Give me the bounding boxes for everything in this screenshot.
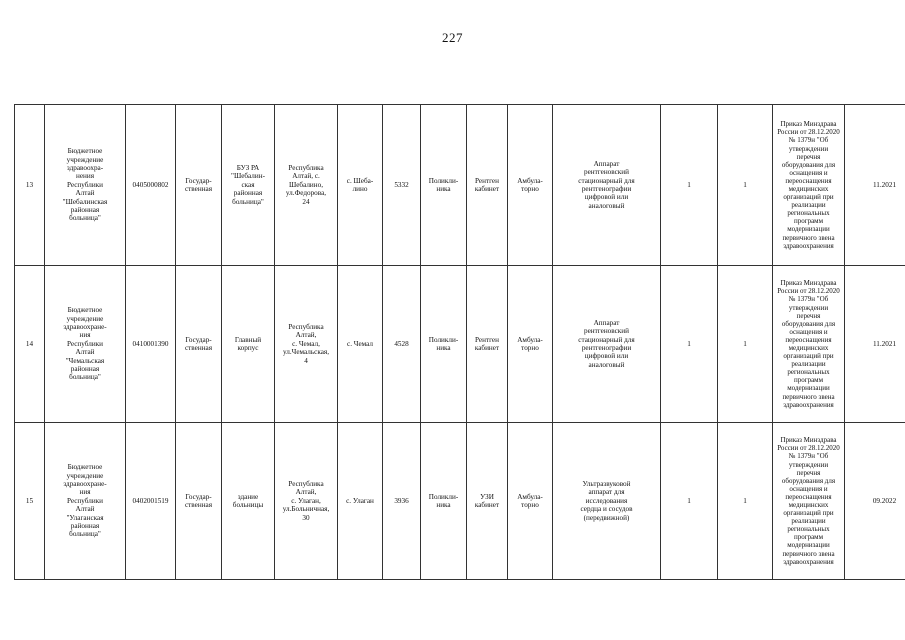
population: 4528 xyxy=(383,266,421,423)
organization-code: 0402001519 xyxy=(126,423,176,580)
ownership-form: Государ- ственная xyxy=(176,266,222,423)
delivery-date: 09.2022 xyxy=(845,423,905,580)
unit-type: Поликли- ника xyxy=(421,105,467,266)
table-row xyxy=(15,266,905,423)
organization-name: Бюджетное учреждение здравоохране- ния Республики Алтай "Улаганская районная больница" xyxy=(45,423,126,580)
table-row xyxy=(15,423,905,580)
unit-type: Поликли- ника xyxy=(421,266,467,423)
quantity-b: 1 xyxy=(718,266,773,423)
population: 5332 xyxy=(383,105,421,266)
legal-basis: Приказ Минздрава России от 28.12.2020 № 1379н "Об утверждении перечня оборудования для оснащения и переоснащения медицинских организаций при реализации региональных программ модернизации первичного звена здравоохранения xyxy=(773,266,845,423)
department: Рентген кабинет xyxy=(467,105,508,266)
population: 3936 xyxy=(383,423,421,580)
organization-name: Бюджетное учреждение здравоохра- нения Республики Алтай "Шебалинская районная больница" xyxy=(45,105,126,266)
equipment-name: Аппарат рентгеновский стационарный для рентгенографии цифровой или аналоговый xyxy=(553,266,661,423)
facility-address: Республика Алтай, с. Улаган, ул.Больничная, 30 xyxy=(275,423,338,580)
care-type: Амбула- торно xyxy=(508,266,553,423)
organization-name: Бюджетное учреждение здравоохране- ния Республики Алтай "Чемальская районная больница" xyxy=(45,266,126,423)
row-number: 15 xyxy=(15,423,45,580)
care-type: Амбула- торно xyxy=(508,423,553,580)
facility-name: Главный корпус xyxy=(222,266,275,423)
legal-basis: Приказ Минздрава России от 28.12.2020 № 1379н "Об утверждении перечня оборудования для оснащения и переоснащения медицинских организаций при реализации региональных программ модернизации первичного звена здравоохранения xyxy=(773,423,845,580)
organization-code: 0405000802 xyxy=(126,105,176,266)
table-row xyxy=(15,105,905,266)
unit-type: Поликли- ника xyxy=(421,423,467,580)
delivery-date: 11.2021 xyxy=(845,266,905,423)
department: Рентген кабинет xyxy=(467,266,508,423)
quantity-b: 1 xyxy=(718,423,773,580)
quantity-a: 1 xyxy=(661,105,718,266)
facility-name: здание больницы xyxy=(222,423,275,580)
legal-basis: Приказ Минздрава России от 28.12.2020 № 1379н "Об утверждении перечня оборудования для оснащения и переоснащения медицинских организаций при реализации региональных программ модернизации первичного звена здравоохранения xyxy=(773,105,845,266)
facility-name: БУЗ РА "Шебалин- ская районная больница" xyxy=(222,105,275,266)
quantity-a: 1 xyxy=(661,423,718,580)
organization-code: 0410001390 xyxy=(126,266,176,423)
facility-address: Республика Алтай, с. Чемал, ул.Чемальская, 4 xyxy=(275,266,338,423)
delivery-date: 11.2021 xyxy=(845,105,905,266)
ownership-form: Государ- ственная xyxy=(176,423,222,580)
equipment-registry-table xyxy=(14,104,905,580)
care-type: Амбула- торно xyxy=(508,105,553,266)
row-number: 13 xyxy=(15,105,45,266)
department: УЗИ кабинет xyxy=(467,423,508,580)
equipment-name: Ультразвуковой аппарат для исследования сердца и сосудов (передвижной) xyxy=(553,423,661,580)
locality: с. Чемал xyxy=(338,266,383,423)
quantity-a: 1 xyxy=(661,266,718,423)
row-number: 14 xyxy=(15,266,45,423)
equipment-name: Аппарат рентгеновский стационарный для рентгенографии цифровой или аналоговый xyxy=(553,105,661,266)
ownership-form: Государ- ственная xyxy=(176,105,222,266)
locality: с. Шеба- лино xyxy=(338,105,383,266)
page-number: 227 xyxy=(442,30,463,45)
facility-address: Республика Алтай, с. Шебалино, ул.Федорова, 24 xyxy=(275,105,338,266)
quantity-b: 1 xyxy=(718,105,773,266)
locality: с. Улаган xyxy=(338,423,383,580)
